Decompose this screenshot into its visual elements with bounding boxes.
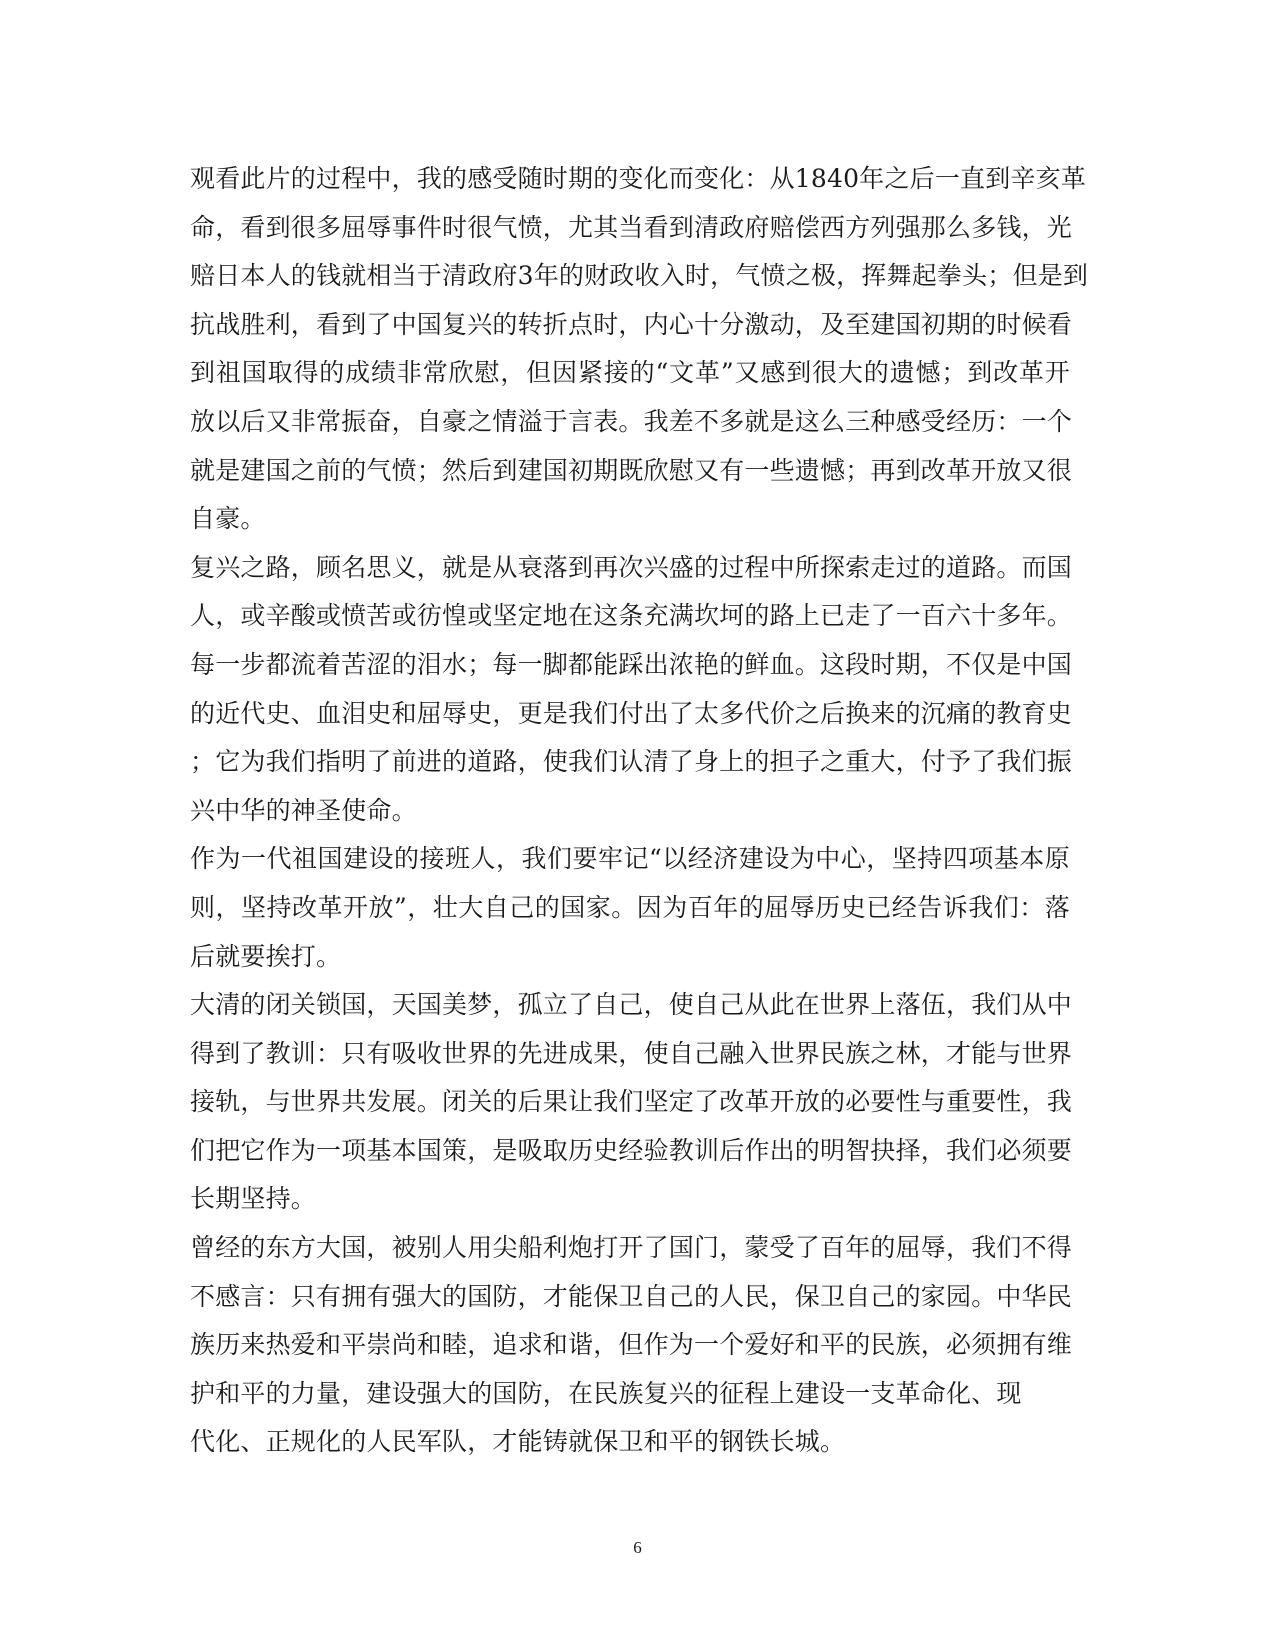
text-line: 观看此片的过程中，我的感受随时期的变化而变化：从1840年之后一直到辛亥革 (190, 164, 1087, 193)
paragraph-2 (190, 544, 1073, 836)
text-line: 复兴之路，顾名思义，就是从衰落到再次兴盛的过程中所探索走过的道路。而国 (190, 552, 1073, 582)
text-line: 自豪。 (190, 504, 266, 534)
text-line: 们把它作为一项基本国策，是吸取历史经验教训后作出的明智抉择，我们必须要 (190, 1135, 1073, 1165)
text-line: 命，看到很多屈辱事件时很气愤，尤其当看到清政府赔偿西方列强那么多钱，光 (190, 212, 1073, 242)
text-line: 每一步都流着苦涩的泪水；每一脚都能踩出浓艳的鲜血。这段时期，不仅是中国 (190, 649, 1073, 679)
document-body (190, 155, 1089, 1467)
text-line: 就是建国之前的气愤；然后到建国初期既欣慰又有一些遗憾；再到改革开放又很 (190, 455, 1073, 485)
text-line: 大清的闭关锁国，天国美梦，孤立了自己，使自己从此在世界上落伍，我们从中 (190, 990, 1073, 1020)
text-line: 护和平的力量，建设强大的国防，在民族复兴的征程上建设一支革命化、现 (190, 1378, 1022, 1408)
text-line: 接轨，与世界共发展。闭关的后果让我们坚定了改革开放的必要性与重要性，我 (190, 1087, 1073, 1117)
text-line: 赔日本人的钱就相当于清政府3年的财政收入时，气愤之极，挥舞起拳头；但是到 (190, 261, 1089, 291)
text-line: 则，坚持改革开放”，壮大自己的国家。因为百年的屈辱历史已经告诉我们：落 (190, 892, 1070, 922)
text-line: 兴中华的神圣使命。 (190, 795, 417, 825)
text-line: 代化、正规化的人民军队，才能铸就保卫和平的钢铁长城。 (190, 1427, 846, 1457)
text-line: 长期坚持。 (190, 1184, 317, 1214)
page-number: 6 (633, 1538, 642, 1557)
paragraph-4 (190, 981, 1073, 1224)
text-line: 抗战胜利，看到了中国复兴的转折点时，内心十分激动，及至建国初期的时候看 (190, 309, 1073, 339)
text-line: 人，或辛酸或愤苦或彷惶或坚定地在这条充满坎坷的路上已走了一百六十多年。 (190, 601, 1073, 631)
text-line: 族历来热爱和平崇尚和睦，追求和谐，但作为一个爱好和平的民族，必须拥有维 (190, 1330, 1073, 1360)
text-line: 后就要挨打。 (190, 941, 342, 971)
text-line: 作为一代祖国建设的接班人，我们要牢记“以经济建设为中心，坚持四项基本原 (190, 844, 1070, 874)
text-line: 曾经的东方大国，被别人用尖船利炮打开了国门，蒙受了百年的屈辱，我们不得 (190, 1233, 1073, 1263)
text-line: ；它为我们指明了前进的道路，使我们认清了身上的担子之重大，付予了我们振 (190, 747, 1073, 777)
text-line: 到祖国取得的成绩非常欣慰，但因紧接的“文革”又感到很大的遗憾；到改革开 (190, 358, 1070, 388)
paragraph-5 (190, 1224, 1073, 1467)
text-line: 的近代史、血泪史和屈辱史，更是我们付出了太多代价之后换来的沉痛的教育史 (190, 698, 1073, 728)
text-line: 不感言：只有拥有强大的国防，才能保卫自己的人民，保卫自己的家园。中华民 (190, 1281, 1073, 1311)
text-line: 得到了教训：只有吸收世界的先进成果，使自己融入世界民族之林，才能与世界 (190, 1038, 1073, 1068)
text-line: 放以后又非常振奋，自豪之情溢于言表。我差不多就是这么三种感受经历：一个 (190, 406, 1073, 436)
paragraph-1 (190, 155, 1089, 544)
paragraph-3 (190, 835, 1070, 981)
